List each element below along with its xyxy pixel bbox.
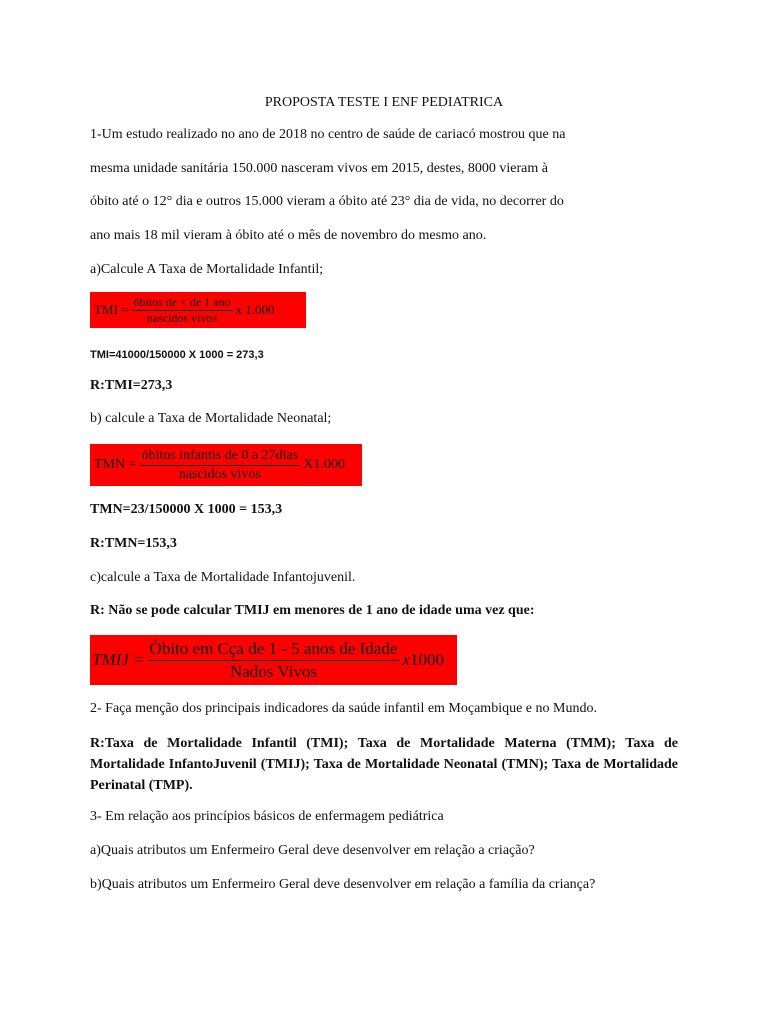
tmij-formula: [90, 635, 457, 685]
tmi-formula-denominator: nascidos vivos: [146, 310, 218, 325]
q1c-answer: R: Não se pode calcular TMIJ em menores de 1 ano de idade uma vez que:: [90, 603, 535, 618]
tmn-formula-denominator: nascidos vivos: [178, 466, 261, 482]
q1b-calculation: TMN=23/150000 X 1000 = 153,3: [90, 502, 283, 517]
q1a-calculation: TMI=41000/150000 X 1000 = 273,3: [90, 349, 264, 361]
document-title: PROPOSTA TESTE I ENF PEDIATRICA: [264, 95, 504, 110]
tmn-formula-numerator: óbitos infantis de 0 a 27dias: [140, 447, 301, 466]
tmn-formula-rhs: X1.000: [303, 457, 345, 472]
tmn-formula-fraction: [140, 447, 301, 484]
q2-question: 2- Faça menção dos principais indicadores da saúde infantil em Moçambique e no Mundo.: [90, 701, 597, 716]
q1b-answer: R:TMN=153,3: [90, 536, 177, 551]
q1a-question: a)Calcule A Taxa de Mortalidade Infantil;: [90, 262, 324, 277]
tmn-formula: [90, 444, 362, 486]
tmij-formula-numerator: Óbito em Cça de 1 - 5 anos de Idade: [148, 638, 400, 661]
q3-question: 3- Em relação aos princípios básicos de enfermagem pediátrica: [90, 809, 444, 824]
tmi-formula-numerator: óbitos de < de 1 ano: [133, 294, 231, 309]
q1b-question: b) calcule a Taxa de Mortalidade Neonatal;: [90, 411, 332, 426]
tmij-formula-fraction: [148, 638, 400, 683]
q1c-question: c)calcule a Taxa de Mortalidade Infantojuvenil.: [90, 570, 356, 585]
tmn-formula-lhs: TMN =: [94, 457, 137, 472]
tmij-formula-rhs: [402, 650, 444, 670]
tmi-formula: [90, 292, 306, 328]
q3b-question: b)Quais atributos um Enfermeiro Geral deve desenvolver em relação a família da criança?: [90, 877, 596, 892]
q2-answer: R:Taxa de Mortalidade Infantil (TMI); Taxa de Mortalidade Materna (TMM); Taxa de Mortalidade InfantoJuvenil (TMIJ); Taxa de Mortalidade Neonatal (TMN); Taxa de Mortalidade Perinatal (TMP).: [90, 736, 678, 793]
q1-line-1: 1-Um estudo realizado no ano de 2018 no centro de saúde de cariacó mostrou que na: [90, 127, 566, 142]
tmi-formula-fraction: [131, 295, 232, 326]
q1-line-3: óbito até o 12° dia e outros 15.000 vieram a óbito até 23° dia de vida, no decorrer do: [90, 194, 564, 209]
tmi-formula-lhs: TMI =: [94, 302, 129, 317]
tmij-formula-rhs-x: x: [402, 650, 410, 669]
tmij-formula-lhs: TMIJ =: [92, 650, 145, 669]
q3a-question: a)Quais atributos um Enfermeiro Geral deve desenvolver em relação a criação?: [90, 843, 535, 858]
tmij-formula-denominator: Nados Vivos: [229, 661, 317, 681]
tmi-formula-rhs: x 1.000: [235, 302, 275, 317]
q1a-answer: R:TMI=273,3: [90, 378, 173, 393]
q1-line-2: mesma unidade sanitária 150.000 nasceram vivos em 2015, destes, 8000 vieram à: [90, 161, 548, 176]
tmij-formula-rhs-value: 1000: [409, 650, 444, 669]
q1-line-4: ano mais 18 mil vieram à óbito até o mês de novembro do mesmo ano.: [90, 228, 487, 243]
